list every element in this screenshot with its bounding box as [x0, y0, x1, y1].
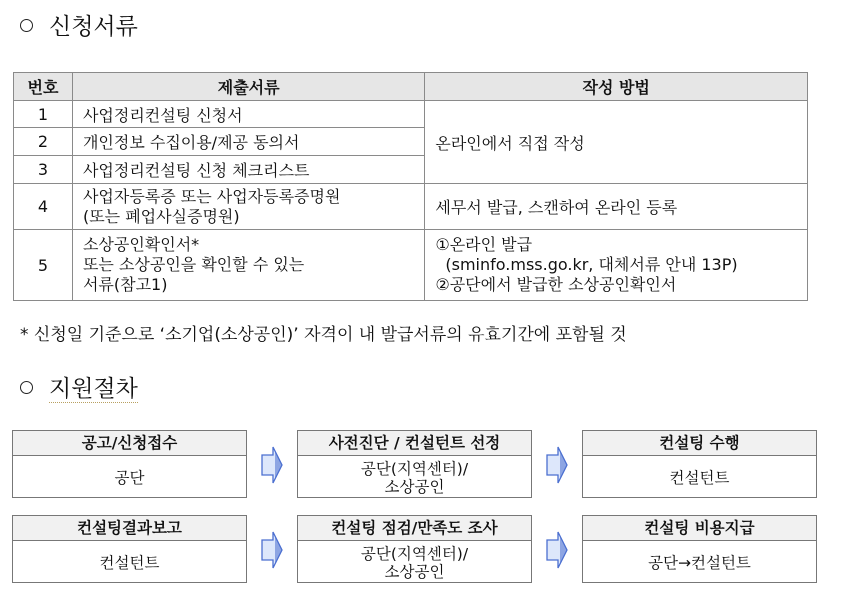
table-row	[14, 230, 808, 301]
section-title-procedure: 지원절차	[20, 370, 138, 403]
step-title: 공고/신청접수	[13, 431, 246, 456]
step-box-announcement	[12, 430, 247, 498]
header-number: 번호	[14, 73, 73, 101]
eligibility-note: * 신청일 기준으로 ‘소기업(소상공인)’ 자격이 내 발급서류의 유효기간에 포함될 것	[20, 325, 627, 345]
arrow-right-icon	[546, 446, 568, 484]
step-body: 컨설턴트	[99, 553, 160, 572]
table-header-row	[14, 73, 808, 101]
circle-bullet-icon	[20, 19, 33, 32]
step-box-report	[12, 515, 247, 583]
circle-bullet-icon	[20, 381, 33, 394]
arrow-right-icon	[261, 531, 283, 569]
row-document: 사업자등록증 또는 사업자등록증명원 (또는 폐업사실증명원)	[72, 184, 424, 230]
row-method: 세무서 발급, 스캔하여 온라인 등록	[425, 184, 808, 230]
step-box-payment	[582, 515, 817, 583]
row-number: 2	[14, 128, 73, 156]
row-number: 4	[14, 184, 73, 230]
step-title: 컨설팅 비용지급	[583, 516, 816, 541]
documents-table	[13, 72, 808, 301]
step-box-inspection	[297, 515, 532, 583]
row-method: 온라인에서 직접 작성	[425, 101, 808, 184]
header-method: 작성 방법	[425, 73, 808, 101]
row-method: ①온라인 발급 (sminfo.mss.go.kr, 대체서류 안내 13P) ②공단에서 발급한 소상공인확인서	[425, 230, 808, 301]
row-number: 5	[14, 230, 73, 301]
step-title: 컨설팅 점검/만족도 조사	[298, 516, 531, 541]
row-document: 개인정보 수집이용/제공 동의서	[72, 128, 424, 156]
step-body: 공단(지역센터)/ 소상공인	[360, 459, 469, 496]
table-row	[14, 184, 808, 230]
header-document: 제출서류	[72, 73, 424, 101]
step-body: 공단→컨설턴트	[648, 553, 751, 572]
row-document: 소상공인확인서* 또는 소상공인을 확인할 수 있는 서류(참고1)	[72, 230, 424, 301]
arrow-right-icon	[261, 446, 283, 484]
step-title: 컨설팅 수행	[583, 431, 816, 456]
step-title: 사전진단 / 컨설턴트 선정	[298, 431, 531, 456]
row-document: 사업정리컨설팅 신청서	[72, 101, 424, 128]
step-box-diagnosis	[297, 430, 532, 498]
step-title: 컨설팅결과보고	[13, 516, 246, 541]
row-document: 사업정리컨설팅 신청 체크리스트	[72, 156, 424, 184]
step-body: 공단(지역센터)/ 소상공인	[360, 544, 469, 581]
step-box-consulting	[582, 430, 817, 498]
section-title-documents: 신청서류	[20, 8, 138, 41]
row-number: 1	[14, 101, 73, 128]
step-body: 컨설턴트	[669, 468, 730, 487]
arrow-right-icon	[546, 531, 568, 569]
table-row	[14, 101, 808, 128]
row-number: 3	[14, 156, 73, 184]
step-body: 공단	[114, 468, 145, 487]
